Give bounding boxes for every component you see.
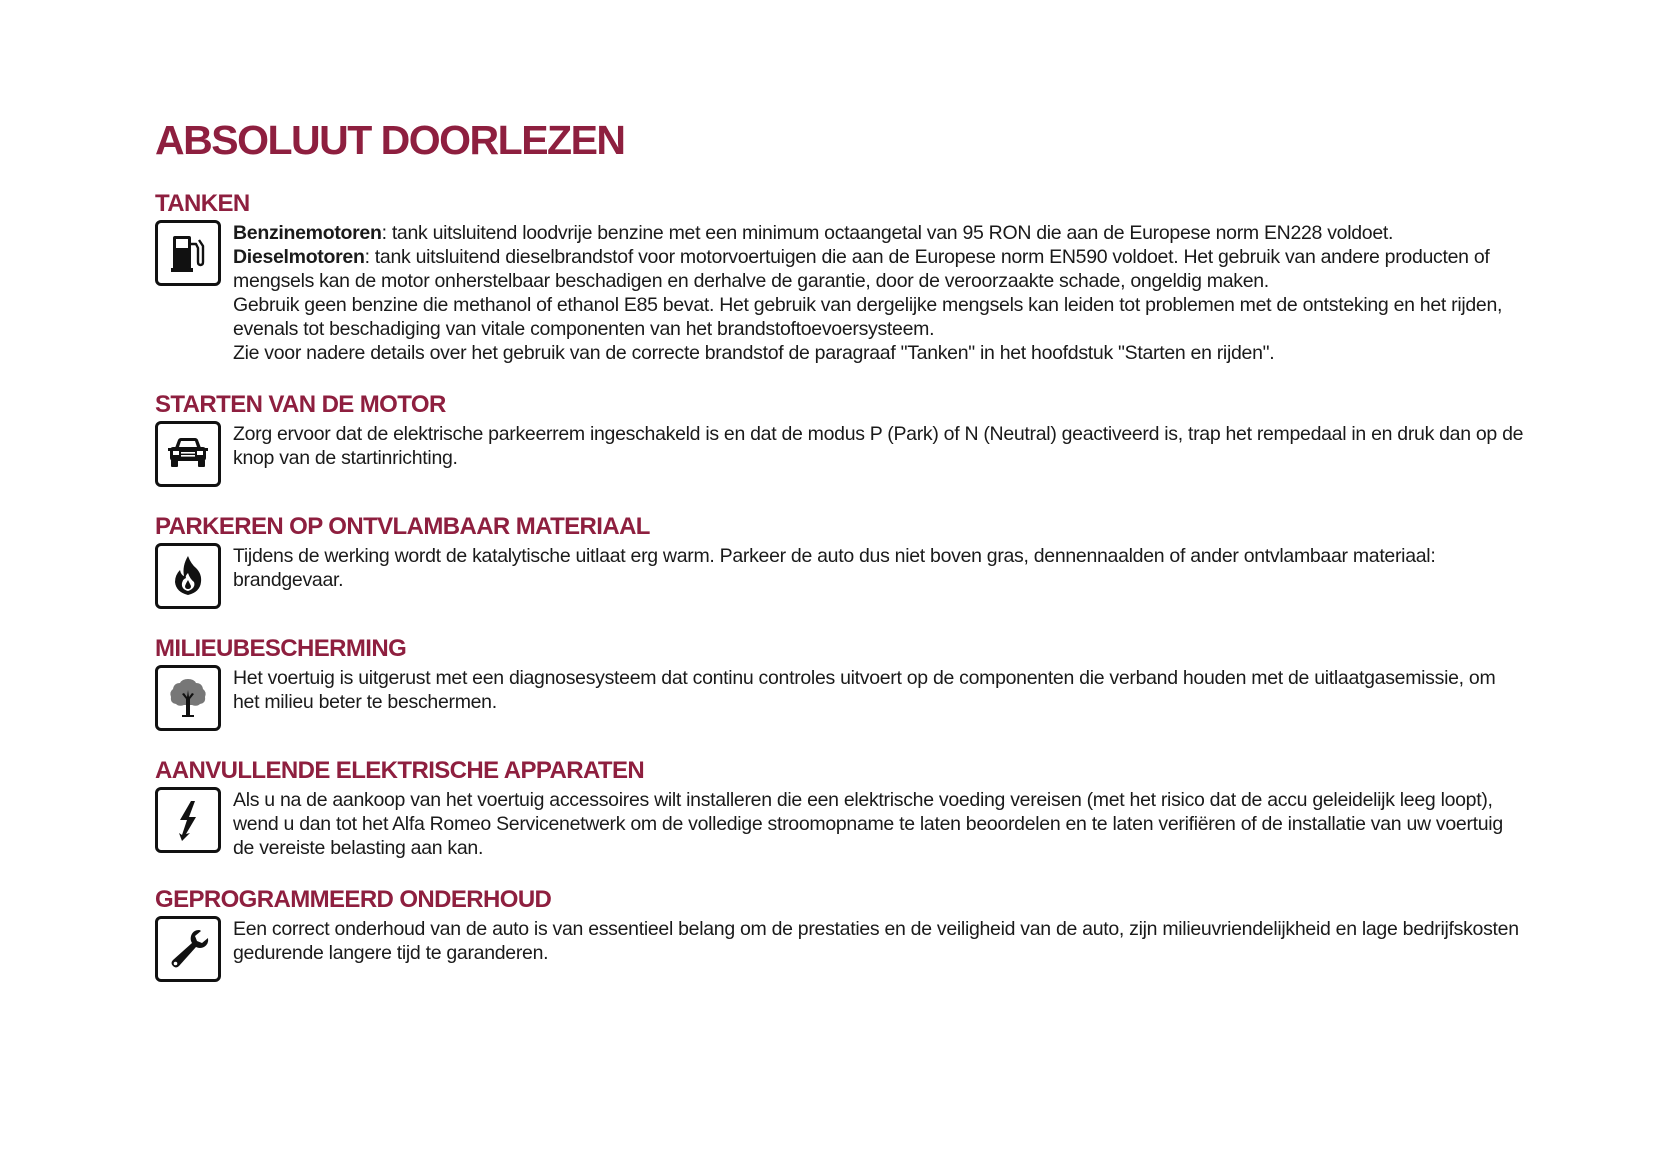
section-tanken	[155, 190, 1525, 365]
paragraph: Een correct onderhoud van de auto is van essentieel belang om de prestaties en de veiligheid van de auto, zijn milieuvriendelijkheid en lage bedrijfskosten gedurende langere tijd te garanderen.	[233, 918, 1519, 964]
section-heading: GEPROGRAMMEERD ONDERHOUD	[155, 886, 552, 913]
section-text	[233, 543, 1525, 592]
paragraph-text: : tank uitsluitend loodvrije benzine met een minimum octaangetal van 95 RON die aan de Europese norm EN228 voldoet.	[381, 222, 1394, 244]
paragraph: Zie voor nadere details over het gebruik van de correcte brandstof de paragraaf "Tanken" in het hoofdstuk "Starten en rijden".	[233, 342, 1275, 364]
paragraph	[233, 245, 1525, 293]
section-elektrische-apparaten	[155, 757, 1525, 860]
section-text	[233, 421, 1525, 470]
section-heading: TANKEN	[155, 190, 250, 217]
section-parkeren	[155, 513, 1525, 609]
page-title: ABSOLUUT DOORLEZEN	[155, 117, 625, 163]
flame-icon	[155, 543, 221, 609]
fuel-pump-icon	[155, 220, 221, 286]
section-text	[233, 665, 1525, 714]
tree-icon	[155, 665, 221, 731]
section-heading: STARTEN VAN DE MOTOR	[155, 391, 446, 418]
section-onderhoud	[155, 886, 1525, 982]
paragraph: Het voertuig is uitgerust met een diagnosesysteem dat continu controles uitvoert op de componenten die verband houden met de uitlaatgasemissie, om het milieu beter te beschermen.	[233, 667, 1496, 713]
paragraph: Als u na de aankoop van het voertuig accessoires wilt installeren die een elektrische voeding vereisen (met het risico dat de accu geleidelijk leeg loopt), wend u dan tot het Alfa Romeo Servicenetwerk om de volledige stroomopname te laten beoordelen en te laten verifiëren of de installatie van uw voertuig de vereiste belasting aan kan.	[233, 789, 1503, 859]
wrench-icon	[155, 916, 221, 982]
paragraph: Gebruik geen benzine die methanol of ethanol E85 bevat. Het gebruik van dergelijke mengsels kan leiden tot problemen met de ontsteking en het rijden, evenals tot beschadiging van vitale componenten van het brandstoftoevoersysteem.	[233, 294, 1503, 340]
section-heading: MILIEUBESCHERMING	[155, 635, 407, 662]
page	[155, 116, 1525, 1008]
section-text	[233, 787, 1525, 860]
paragraph-text: : tank uitsluitend dieselbrandstof voor motorvoertuigen die aan de Europese norm EN590 voldoet. Het gebruik van andere producten of mengsels kan de motor onherstelbaar beschadigen en derhalve de garantie, door de veroorzaakte schade, ongeldig maken.	[233, 246, 1490, 292]
section-heading: AANVULLENDE ELEKTRISCHE APPARATEN	[155, 757, 645, 784]
lightning-icon	[155, 787, 221, 853]
section-heading: PARKEREN OP ONTVLAMBAAR MATERIAAL	[155, 513, 650, 540]
section-text	[233, 916, 1525, 965]
bold-term: Dieselmotoren	[233, 246, 365, 268]
section-starten	[155, 391, 1525, 487]
car-icon	[155, 421, 221, 487]
section-milieubescherming	[155, 635, 1525, 731]
paragraph: Tijdens de werking wordt de katalytische uitlaat erg warm. Parkeer de auto dus niet boven gras, dennennaalden of ander ontvlambaar materiaal: brandgevaar.	[233, 545, 1436, 591]
paragraph	[233, 221, 1525, 245]
paragraph: Zorg ervoor dat de elektrische parkeerrem ingeschakeld is en dat de modus P (Park) of N (Neutral) geactiveerd is, trap het rempedaal in en druk dan op de knop van de startinrichting.	[233, 423, 1524, 469]
bold-term: Benzinemotoren	[233, 222, 382, 244]
section-text	[233, 220, 1525, 365]
